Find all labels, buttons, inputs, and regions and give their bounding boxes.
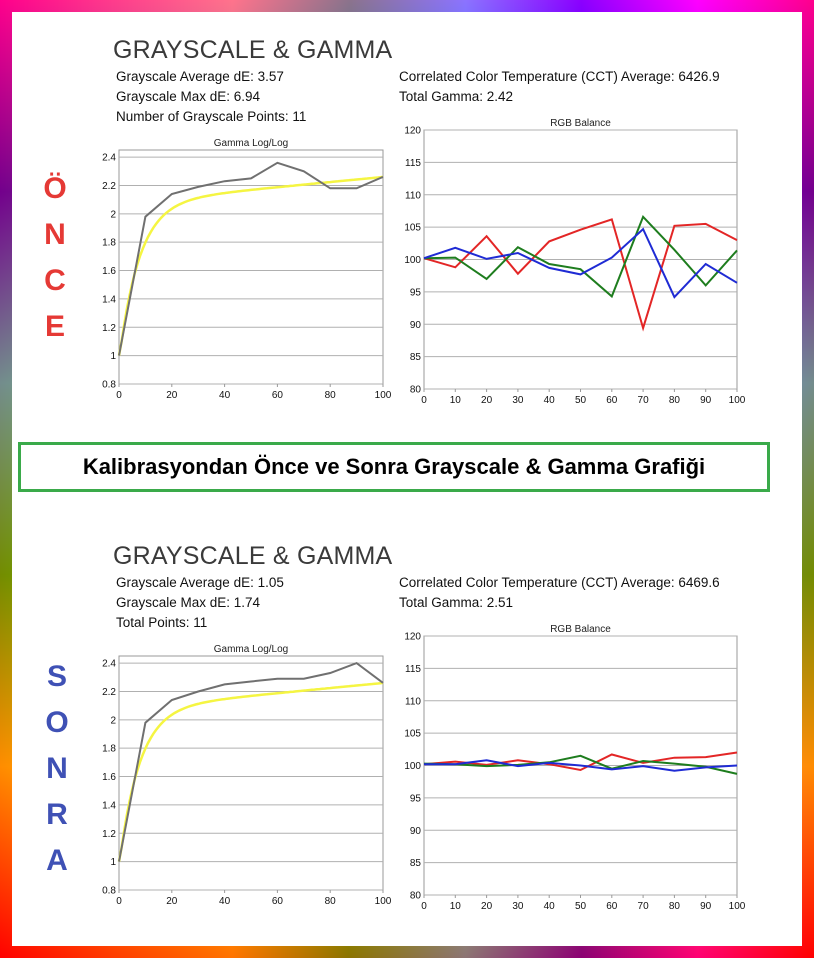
x-tick-label: 0 bbox=[421, 395, 427, 406]
x-tick-label: 60 bbox=[271, 390, 283, 401]
y-tick-label: 80 bbox=[409, 890, 421, 902]
y-tick-label: 110 bbox=[405, 190, 421, 202]
y-tick-label: 1.4 bbox=[102, 294, 116, 306]
y-tick-label: 80 bbox=[409, 384, 421, 396]
stat-max-de: Grayscale Max dE: 6.94 bbox=[116, 89, 261, 104]
rgb-balance-chart bbox=[384, 621, 754, 918]
y-tick-label: 1.8 bbox=[102, 237, 116, 249]
stat-cct: Correlated Color Temperature (CCT) Average: 6426.9 bbox=[399, 69, 720, 84]
x-tick-label: 100 bbox=[374, 896, 392, 907]
y-tick-label: 2.4 bbox=[102, 152, 116, 164]
x-tick-label: 80 bbox=[324, 896, 336, 907]
y-tick-label: 0.8 bbox=[102, 379, 116, 391]
y-tick-label: 0.8 bbox=[102, 885, 116, 897]
x-tick-label: 40 bbox=[543, 395, 555, 406]
x-tick-label: 60 bbox=[271, 896, 283, 907]
x-tick-label: 10 bbox=[449, 395, 461, 406]
once-letter: Ö bbox=[43, 172, 67, 205]
x-tick-label: 90 bbox=[700, 395, 712, 406]
once-letter: C bbox=[44, 264, 66, 297]
stat-total-gamma: Total Gamma: 2.51 bbox=[399, 595, 514, 610]
target-gamma-line bbox=[119, 177, 383, 356]
series-line bbox=[119, 663, 383, 862]
x-tick-label: 20 bbox=[166, 390, 178, 401]
x-tick-label: 60 bbox=[606, 901, 618, 912]
y-tick-label: 100 bbox=[404, 255, 421, 266]
section-title: GRAYSCALE & GAMMA bbox=[113, 542, 393, 570]
x-tick-label: 70 bbox=[637, 901, 649, 912]
banner-text: Kalibrasyondan Önce ve Sonra Grayscale & Gamma Grafiği bbox=[82, 454, 706, 479]
y-tick-label: 105 bbox=[404, 222, 421, 234]
stat-average-de: Grayscale Average dE: 3.57 bbox=[116, 69, 284, 84]
series-line bbox=[119, 163, 383, 356]
x-tick-label: 80 bbox=[324, 390, 336, 401]
chart-title: RGB Balance bbox=[550, 624, 611, 635]
x-tick-label: 50 bbox=[574, 395, 587, 406]
sonra-letter: R bbox=[46, 798, 68, 831]
x-tick-label: 70 bbox=[637, 395, 649, 406]
x-tick-label: 100 bbox=[728, 395, 746, 406]
x-tick-label: 60 bbox=[606, 395, 618, 406]
stat-points: Number of Grayscale Points: 11 bbox=[116, 109, 307, 124]
y-tick-label: 1.2 bbox=[102, 828, 116, 840]
x-tick-label: 20 bbox=[481, 901, 493, 912]
y-tick-label: 95 bbox=[409, 793, 421, 805]
x-tick-label: 50 bbox=[574, 901, 587, 912]
y-tick-label: 2.2 bbox=[102, 180, 116, 192]
gamma-chart bbox=[86, 128, 398, 410]
x-tick-label: 80 bbox=[668, 395, 680, 406]
y-tick-label: 120 bbox=[404, 125, 421, 137]
y-tick-label: 1.2 bbox=[102, 322, 116, 334]
y-tick-label: 85 bbox=[409, 858, 421, 870]
x-tick-label: 30 bbox=[512, 901, 524, 912]
sonra-letter: S bbox=[46, 660, 67, 693]
banner bbox=[18, 442, 770, 492]
gamma-chart bbox=[86, 634, 398, 916]
chart-title: Gamma Log/Log bbox=[213, 138, 289, 149]
y-tick-label: 1.4 bbox=[102, 800, 116, 812]
rgb-balance-chart bbox=[384, 115, 754, 412]
x-tick-label: 20 bbox=[481, 395, 493, 406]
y-tick-label: 1 bbox=[110, 857, 116, 869]
x-tick-label: 40 bbox=[219, 390, 231, 401]
section-title: GRAYSCALE & GAMMA bbox=[113, 36, 393, 64]
chart-title: Gamma Log/Log bbox=[213, 644, 289, 655]
stat-average-de: Grayscale Average dE: 1.05 bbox=[116, 575, 284, 590]
y-tick-label: 1.6 bbox=[102, 266, 116, 278]
y-tick-label: 1.6 bbox=[102, 772, 116, 784]
y-tick-label: 1.8 bbox=[102, 743, 116, 755]
x-tick-label: 0 bbox=[116, 390, 122, 401]
x-tick-label: 10 bbox=[449, 901, 461, 912]
y-tick-label: 85 bbox=[409, 352, 421, 364]
x-tick-label: 20 bbox=[166, 896, 178, 907]
y-tick-label: 115 bbox=[405, 663, 421, 675]
y-tick-label: 110 bbox=[405, 696, 421, 708]
y-tick-label: 115 bbox=[405, 157, 421, 169]
y-tick-label: 90 bbox=[409, 319, 421, 331]
y-tick-label: 2.4 bbox=[102, 658, 116, 670]
y-tick-label: 2 bbox=[110, 715, 116, 727]
y-tick-label: 100 bbox=[404, 761, 421, 772]
x-tick-label: 40 bbox=[543, 901, 555, 912]
x-tick-label: 30 bbox=[512, 395, 524, 406]
stat-total-gamma: Total Gamma: 2.42 bbox=[399, 89, 514, 104]
y-tick-label: 2.2 bbox=[102, 686, 116, 698]
x-tick-label: 90 bbox=[700, 901, 712, 912]
target-gamma-line bbox=[119, 683, 383, 862]
series-line bbox=[424, 229, 737, 297]
y-tick-label: 120 bbox=[404, 631, 421, 643]
y-tick-label: 105 bbox=[404, 728, 421, 740]
chart-title: RGB Balance bbox=[550, 118, 611, 129]
x-tick-label: 0 bbox=[421, 901, 427, 912]
stat-max-de: Grayscale Max dE: 1.74 bbox=[116, 595, 261, 610]
once-letter: E bbox=[44, 310, 65, 343]
x-tick-label: 80 bbox=[668, 901, 680, 912]
x-tick-label: 100 bbox=[374, 390, 392, 401]
x-tick-label: 40 bbox=[219, 896, 231, 907]
x-tick-label: 0 bbox=[116, 896, 122, 907]
sonra-letter: O bbox=[45, 706, 69, 739]
stat-cct: Correlated Color Temperature (CCT) Average: 6469.6 bbox=[399, 575, 720, 590]
y-tick-label: 2 bbox=[110, 209, 116, 221]
once-letter: N bbox=[44, 218, 66, 251]
x-tick-label: 100 bbox=[728, 901, 746, 912]
sonra-letter: N bbox=[46, 752, 68, 785]
y-tick-label: 90 bbox=[409, 825, 421, 837]
sonra-letter: A bbox=[46, 844, 68, 877]
y-tick-label: 1 bbox=[110, 351, 116, 363]
stat-points: Total Points: 11 bbox=[116, 615, 208, 630]
y-tick-label: 95 bbox=[409, 287, 421, 299]
